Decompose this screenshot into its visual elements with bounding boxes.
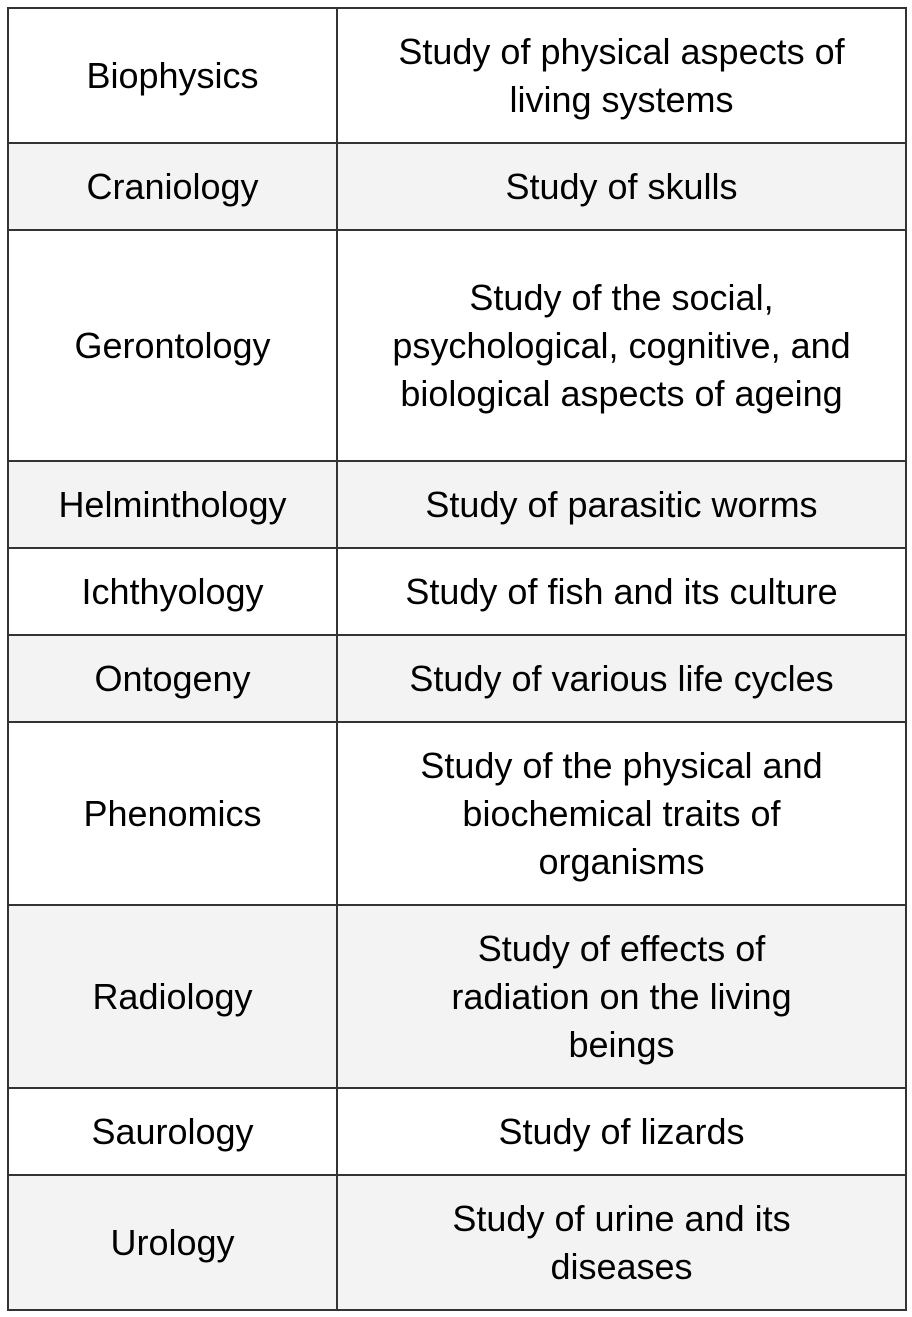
term-cell: Biophysics xyxy=(8,8,337,143)
table-row xyxy=(8,1175,906,1310)
description-cell: Study of skulls xyxy=(337,143,906,230)
term-cell: Ontogeny xyxy=(8,635,337,722)
term-cell: Radiology xyxy=(8,905,337,1088)
table-row xyxy=(8,548,906,635)
table-row xyxy=(8,230,906,461)
description-cell: Study of the physical and biochemical traits of organisms xyxy=(337,722,906,905)
table-row xyxy=(8,8,906,143)
description-cell: Study of fish and its culture xyxy=(337,548,906,635)
glossary-table xyxy=(7,7,907,1311)
description-cell: Study of parasitic worms xyxy=(337,461,906,548)
term-cell: Helminthology xyxy=(8,461,337,548)
term-cell: Phenomics xyxy=(8,722,337,905)
glossary-table-body xyxy=(8,8,906,1310)
description-cell: Study of effects of radiation on the living beings xyxy=(337,905,906,1088)
term-cell: Craniology xyxy=(8,143,337,230)
term-cell: Saurology xyxy=(8,1088,337,1175)
description-cell: Study of lizards xyxy=(337,1088,906,1175)
table-row xyxy=(8,905,906,1088)
description-cell: Study of urine and its diseases xyxy=(337,1175,906,1310)
description-cell: Study of physical aspects of living systems xyxy=(337,8,906,143)
term-cell: Urology xyxy=(8,1175,337,1310)
term-cell: Gerontology xyxy=(8,230,337,461)
table-row xyxy=(8,143,906,230)
term-cell: Ichthyology xyxy=(8,548,337,635)
table-row xyxy=(8,722,906,905)
table-row xyxy=(8,635,906,722)
table-row xyxy=(8,461,906,548)
table-row xyxy=(8,1088,906,1175)
description-cell: Study of various life cycles xyxy=(337,635,906,722)
description-cell: Study of the social, psychological, cognitive, and biological aspects of ageing xyxy=(337,230,906,461)
